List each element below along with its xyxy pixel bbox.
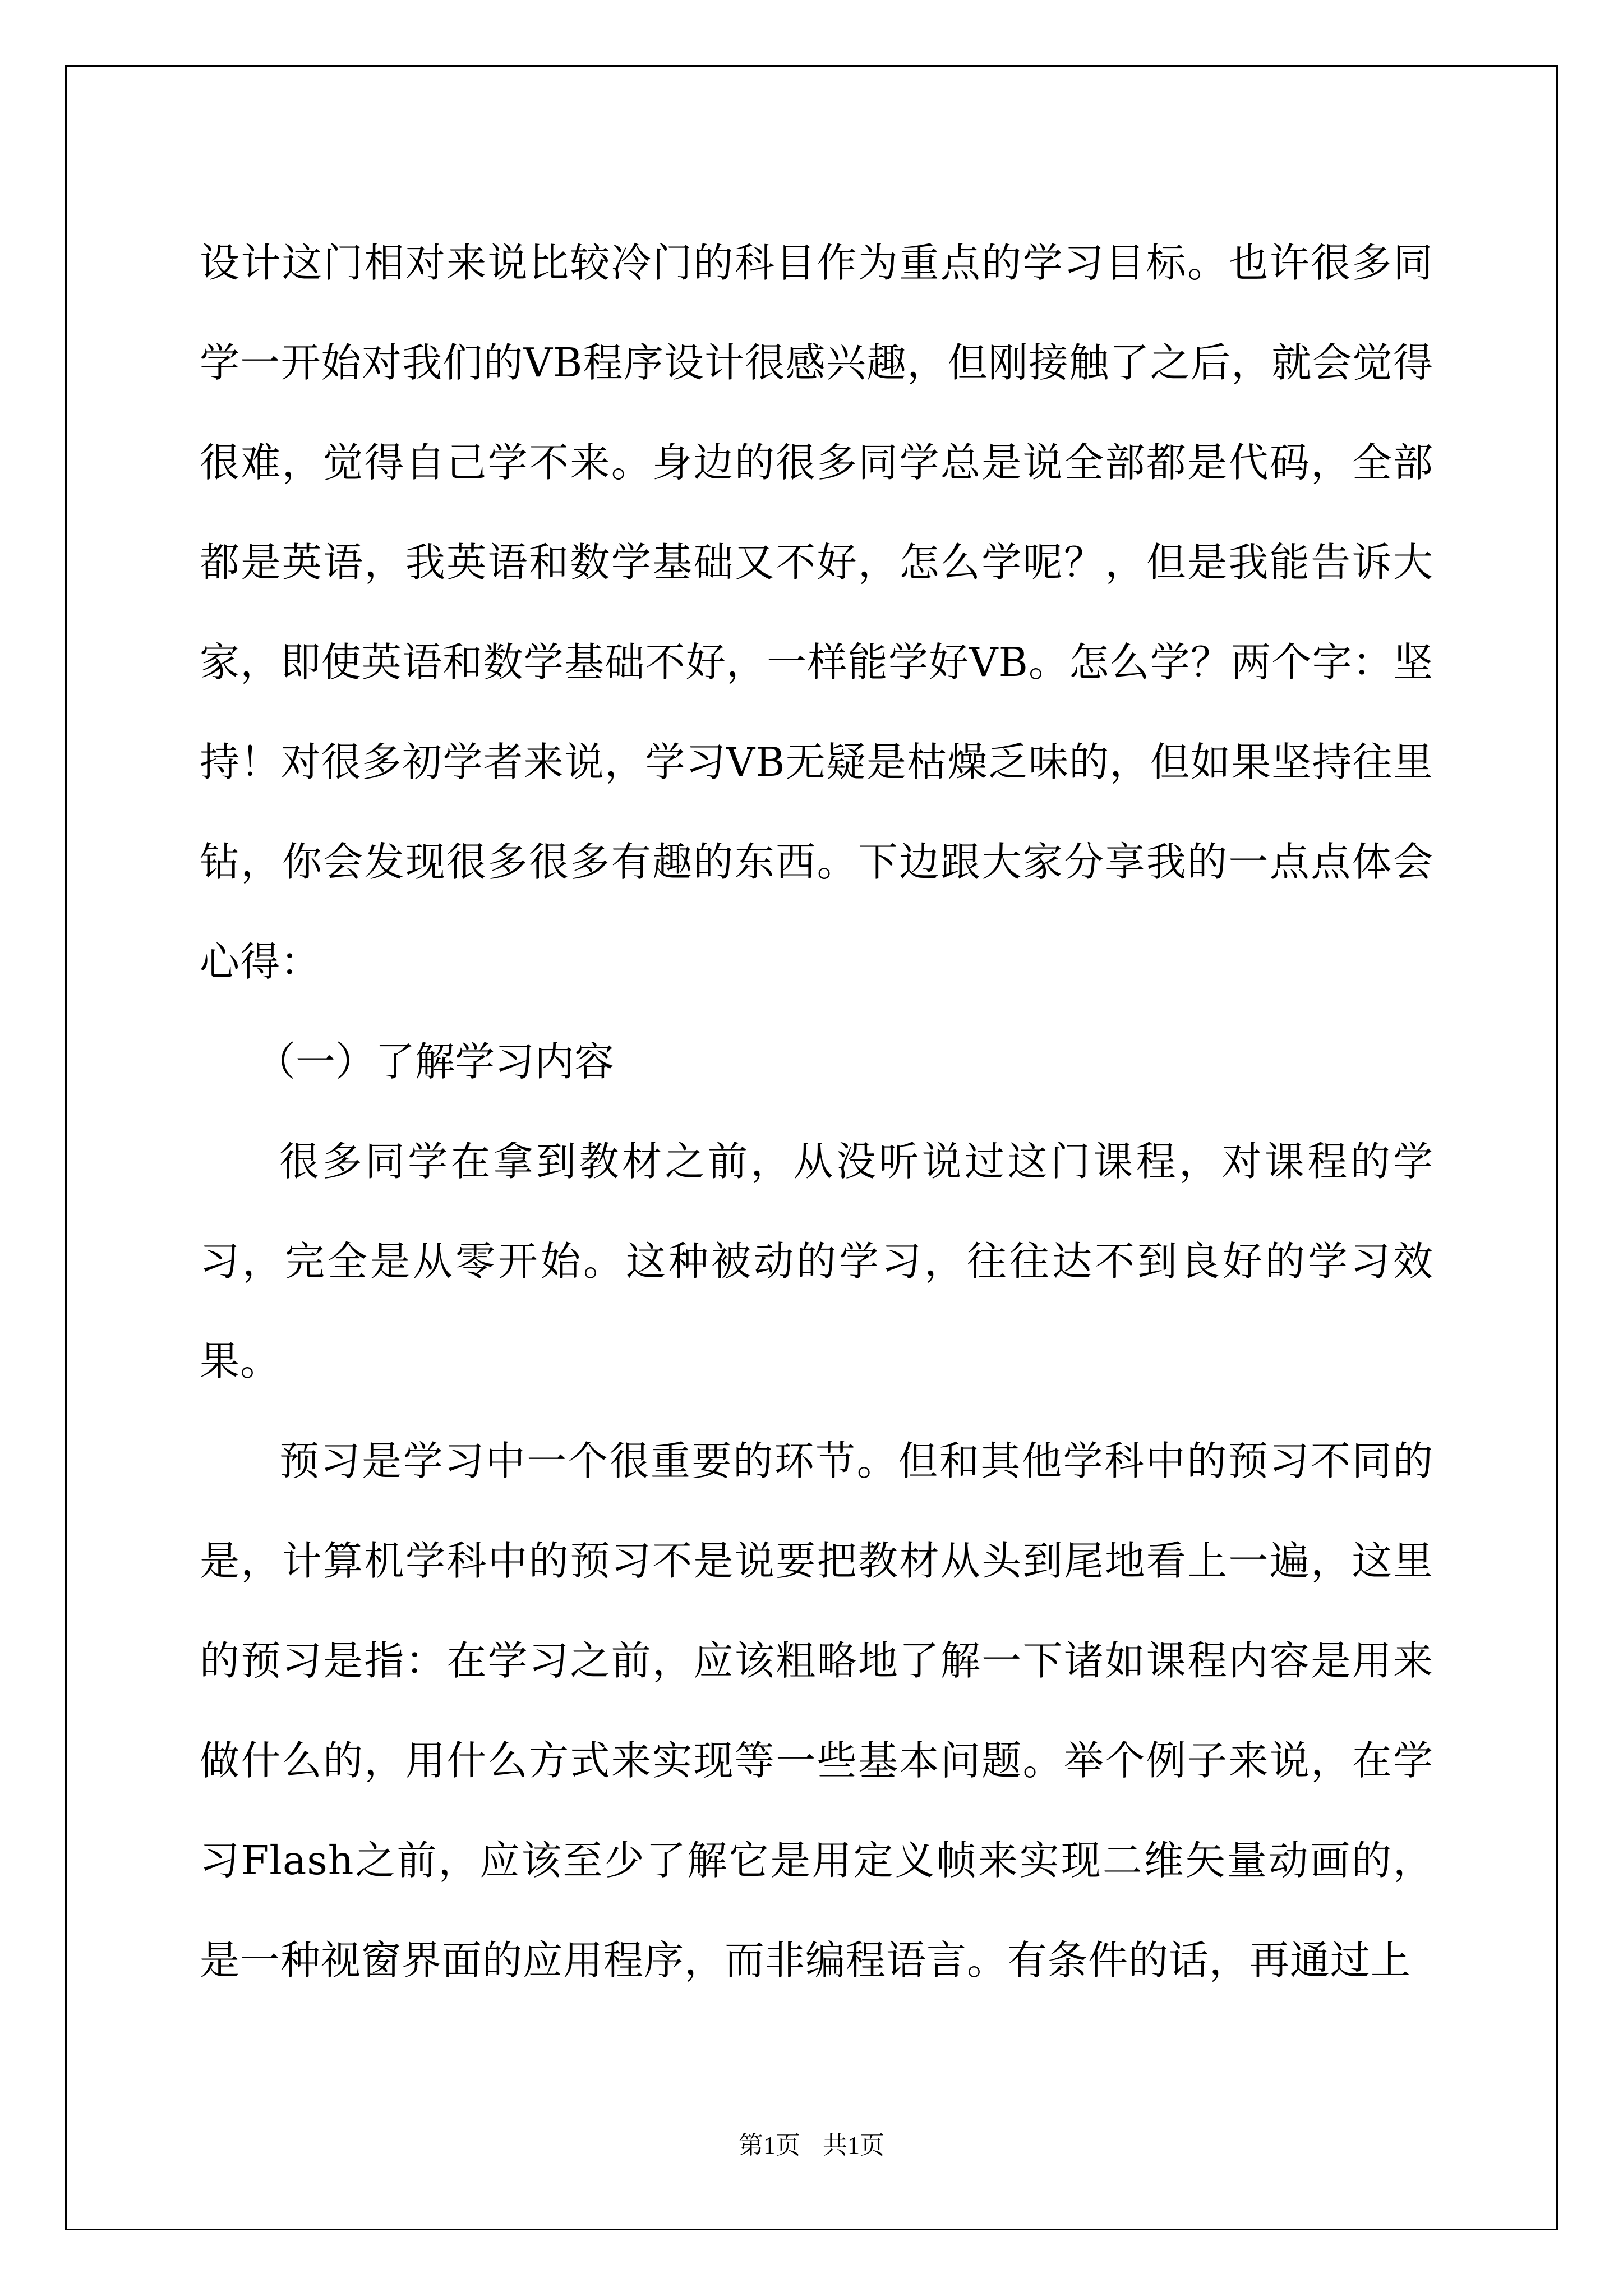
section-heading: （一）了解学习内容: [256, 1038, 615, 1085]
body-paragraph: 很多同学在拿到教材之前，从没听说过这门课程，对课程的学习，完全是从零开始。这种被动的学习，往往达不到良好的学习效果。: [200, 1138, 1433, 1384]
page-footer: [0, 2129, 1623, 2162]
page-total: 共1页: [823, 2132, 884, 2159]
body-paragraph: 设计这门相对来说比较冷门的科目作为重点的学习目标。也许很多同学一开始对我们的VB程序设计很感兴趣，但刚接触了之后，就会觉得很难，觉得自己学不来。身边的很多同学总是说全部都是代码，全部都是英语，我英语和数学基础又不好，怎么学呢？，但是我能告诉大家，即使英语和数学基础不好，一样能学好VB。怎么学？两个字：坚持！对很多初学者来说，学习VB无疑是枯燥乏味的，但如果坚持往里钻，你会发现很多很多有趣的东西。下边跟大家分享我的一点点体会心得：: [200, 240, 1433, 985]
body-paragraph: 预习是学习中一个很重要的环节。但和其他学科中的预习不同的是，计算机学科中的预习不是说要把教材从头到尾地看上一遍，这里的预习是指：在学习之前，应该粗略地了解一下诸如课程内容是用来做什么的，用什么方式来实现等一些基本问题。举个例子来说，在学习Flash之前，应该至少了解它是用定义帧来实现二维矢量动画的，是一种视窗界面的应用程序，而非编程语言。有条件的话，再通过上: [200, 1438, 1433, 1984]
page-number: 第1页: [739, 2132, 800, 2159]
document-body: [200, 213, 1433, 2010]
